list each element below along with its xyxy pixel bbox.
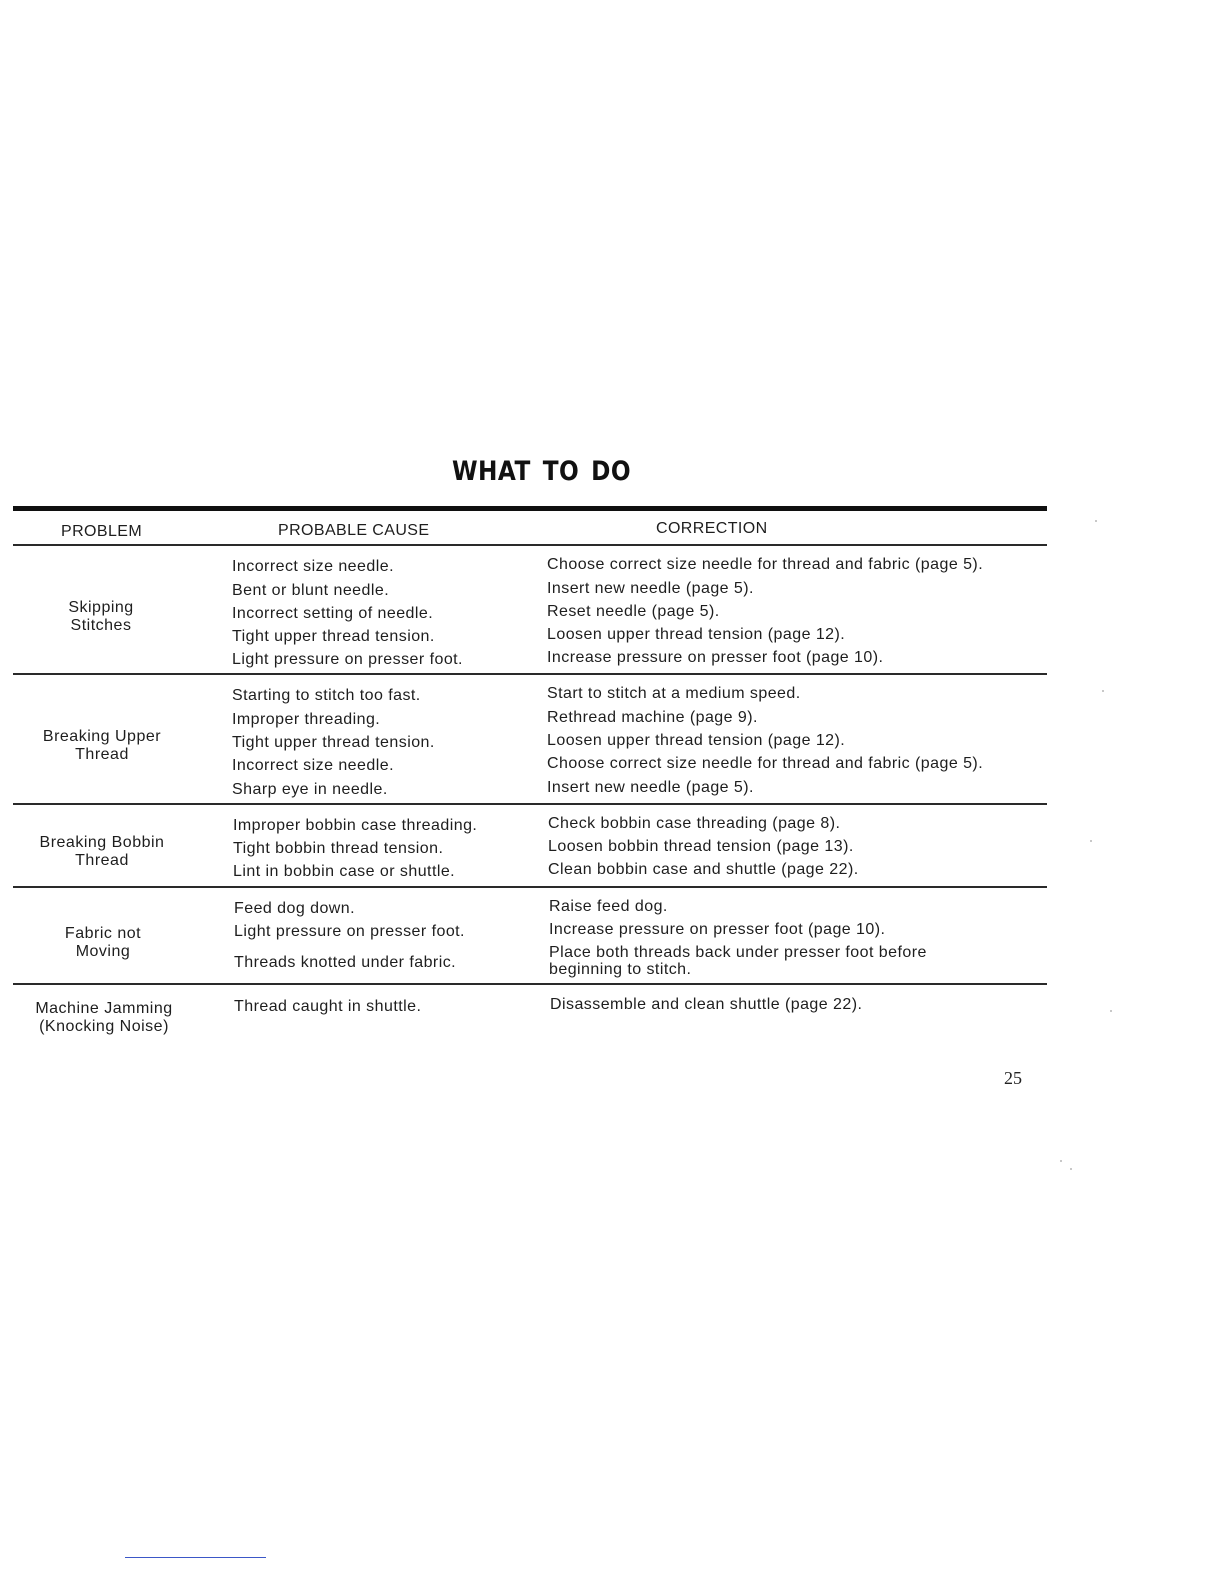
cause-item: Feed dog down. [234,900,356,917]
scan-speck [1102,690,1104,692]
row-divider [13,673,1047,675]
correction-item: Raise feed dog. [549,898,668,915]
correction-item: Insert new needle (page 5). [547,779,754,796]
problem-skipping-stitches [11,599,191,635]
cause-item: Light pressure on presser foot. [234,923,465,940]
cause-item: Bent or blunt needle. [232,582,390,599]
scan-speck [1090,840,1092,842]
correction-item: Reset needle (page 5). [547,603,720,620]
problem-line: Thread [75,852,129,869]
row-divider [13,983,1047,985]
page-title: WHAT TO DO [452,456,632,487]
correction-item: Loosen bobbin thread tension (page 13). [548,838,854,855]
cause-item: Starting to stitch too fast. [232,687,421,704]
problem-line: Thread [75,746,129,763]
footer-link[interactable] [125,1557,266,1558]
scan-speck [1070,1168,1072,1170]
row-divider [13,886,1047,888]
cause-item: Tight upper thread tension. [232,734,435,751]
header-correction: CORRECTION [656,520,768,537]
page-number: 25 [1004,1068,1022,1088]
problem-line: Stitches [70,617,132,634]
problem-line: Fabric not [64,925,142,942]
cause-item: Improper bobbin case threading. [233,817,478,834]
cause-item: Tight upper thread tension. [232,628,435,645]
scan-speck [1060,1160,1062,1162]
problem-line: Breaking Upper [42,728,162,745]
correction-item: Clean bobbin case and shuttle (page 22). [548,861,859,878]
problem-breaking-bobbin-thread [12,834,192,870]
correction-item: Loosen upper thread tension (page 12). [547,732,846,749]
correction-item: Rethread machine (page 9). [547,709,758,726]
cause-item: Improper threading. [232,711,381,728]
correction-item: Start to stitch at a medium speed. [547,685,801,702]
correction-item: Disassemble and clean shuttle (page 22). [550,996,863,1013]
cause-item: Incorrect size needle. [232,757,394,774]
problem-machine-jamming [14,1000,194,1036]
cause-item: Sharp eye in needle. [232,781,388,798]
correction-item: beginning to stitch. [549,961,692,978]
problem-line: Machine Jamming [35,1000,173,1017]
correction-item: Place both threads back under presser foot before [549,944,927,961]
table-top-rule [13,506,1047,511]
cause-item: Threads knotted under fabric. [234,954,457,971]
cause-item: Lint in bobbin case or shuttle. [233,863,456,880]
problem-line: Breaking Bobbin [39,834,165,851]
problem-line: (Knocking Noise) [39,1018,169,1035]
correction-item: Check bobbin case threading (page 8). [548,815,841,832]
correction-item: Loosen upper thread tension (page 12). [547,626,846,643]
correction-item: Insert new needle (page 5). [547,580,754,597]
cause-item: Incorrect setting of needle. [232,605,434,622]
header-problem: PROBLEM [61,523,143,540]
header-probable-cause: PROBABLE CAUSE [278,522,430,539]
cause-item: Light pressure on presser foot. [232,651,463,668]
scan-speck [1110,1010,1112,1012]
header-rule [13,544,1047,546]
correction-item: Increase pressure on presser foot (page 10). [547,649,884,666]
problem-breaking-upper-thread [12,728,192,764]
row-divider [13,803,1047,805]
cause-item: Tight bobbin thread tension. [233,840,444,857]
scan-speck [1095,520,1097,522]
correction-item: Choose correct size needle for thread and fabric (page 5). [547,755,984,772]
correction-item: Choose correct size needle for thread and fabric (page 5). [547,556,984,573]
problem-line: Skipping [68,599,134,616]
problem-line: Moving [75,943,131,960]
cause-item: Incorrect size needle. [232,558,394,575]
cause-item: Thread caught in shuttle. [234,998,422,1015]
problem-fabric-not-moving [13,925,193,961]
correction-item: Increase pressure on presser foot (page 10). [549,921,886,938]
